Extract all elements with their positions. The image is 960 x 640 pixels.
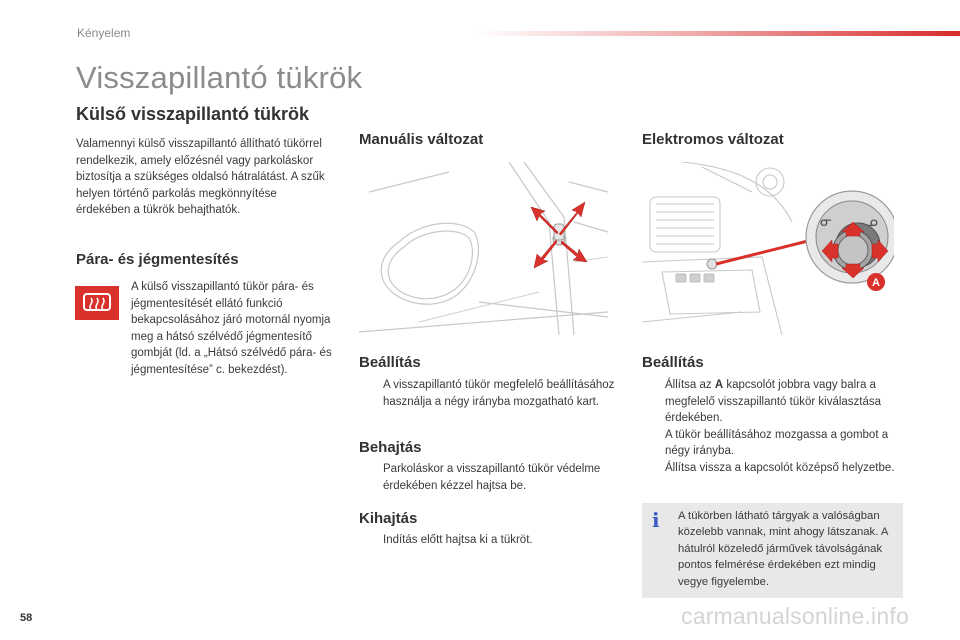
defrost-heading: Pára- és jégmentesítés bbox=[76, 251, 239, 268]
unfold-list bbox=[360, 532, 622, 549]
header-rule bbox=[475, 31, 960, 36]
electric-adjust-list bbox=[642, 377, 907, 477]
svg-text:ᓄ: ᓄ bbox=[866, 214, 878, 230]
manual-adjust-list bbox=[360, 377, 620, 410]
rear-defrost-icon bbox=[75, 286, 119, 320]
electric-adjust-heading: Beállítás bbox=[642, 354, 704, 371]
page-number: 58 bbox=[20, 612, 33, 624]
fold-list bbox=[360, 461, 622, 494]
list-item: Állítsa az A kapcsolót jobbra vagy balra a megfelelő visszapillantó tükör kiválasztása érdekében. bbox=[665, 379, 882, 425]
list-item: Parkoláskor a visszapillantó tükör védelme érdekében kézzel hajtsa be. bbox=[383, 463, 601, 492]
section-header: Kényelem bbox=[77, 26, 131, 40]
fold-heading: Behajtás bbox=[359, 439, 422, 456]
manual-adjust-heading: Beállítás bbox=[359, 354, 421, 371]
manual-mirror-illustration bbox=[359, 162, 608, 335]
page-title: Visszapillantó tükrök bbox=[76, 60, 363, 95]
unfold-heading: Kihajtás bbox=[359, 510, 418, 527]
manual-version-heading: Manuális változat bbox=[359, 131, 484, 148]
intro-paragraph: Valamennyi külső visszapillantó állítható tükörrel rendelkezik, amely előzésnél vagy parkoláskor biztosítja a szükséges oldalsó hátralátást. A szűk helyen történő parkolás megkönnyítése érdekében a tükrök behajthatók. bbox=[76, 138, 325, 217]
external-mirrors-heading: Külső visszapillantó tükrök bbox=[76, 104, 310, 124]
electric-mirror-switch-illustration bbox=[642, 162, 894, 335]
list-item: A tükör beállításához mozgassa a gombot a négy irányba. bbox=[665, 428, 889, 458]
list-item: A visszapillantó tükör megfelelő beállításához használja a négy irányba mozgatható kart. bbox=[383, 379, 615, 408]
info-icon: i bbox=[652, 508, 660, 532]
electric-version-heading: Elektromos változat bbox=[642, 131, 784, 148]
image-callout-a: A bbox=[872, 277, 880, 289]
list-item: Indítás előtt hajtsa ki a tükröt. bbox=[383, 534, 533, 546]
list-item: Állítsa vissza a kapcsolót középső helyzetbe. bbox=[665, 461, 895, 474]
defrost-paragraph: A külső visszapillantó tükör pára- és jégmentesítését ellátó funkció bekapcsolásához járó motornál nyomja meg a hátsó szélvédő jégmentesítő gombját (ld. a „Hátsó szélvédő pára- és jégmentesítése” c. bekezdést). bbox=[131, 281, 332, 376]
info-text: A tükörben látható tárgyak a valóságban közelebb vannak, mint ahogy látszanak. A hátulról közeledő járművek távolságának pontos felmérése érdekében ezt mindig vegye figyelembe. bbox=[678, 510, 888, 588]
watermark: carmanualsonline.info bbox=[681, 603, 909, 629]
svg-text:ᓂ: ᓂ bbox=[820, 214, 832, 230]
